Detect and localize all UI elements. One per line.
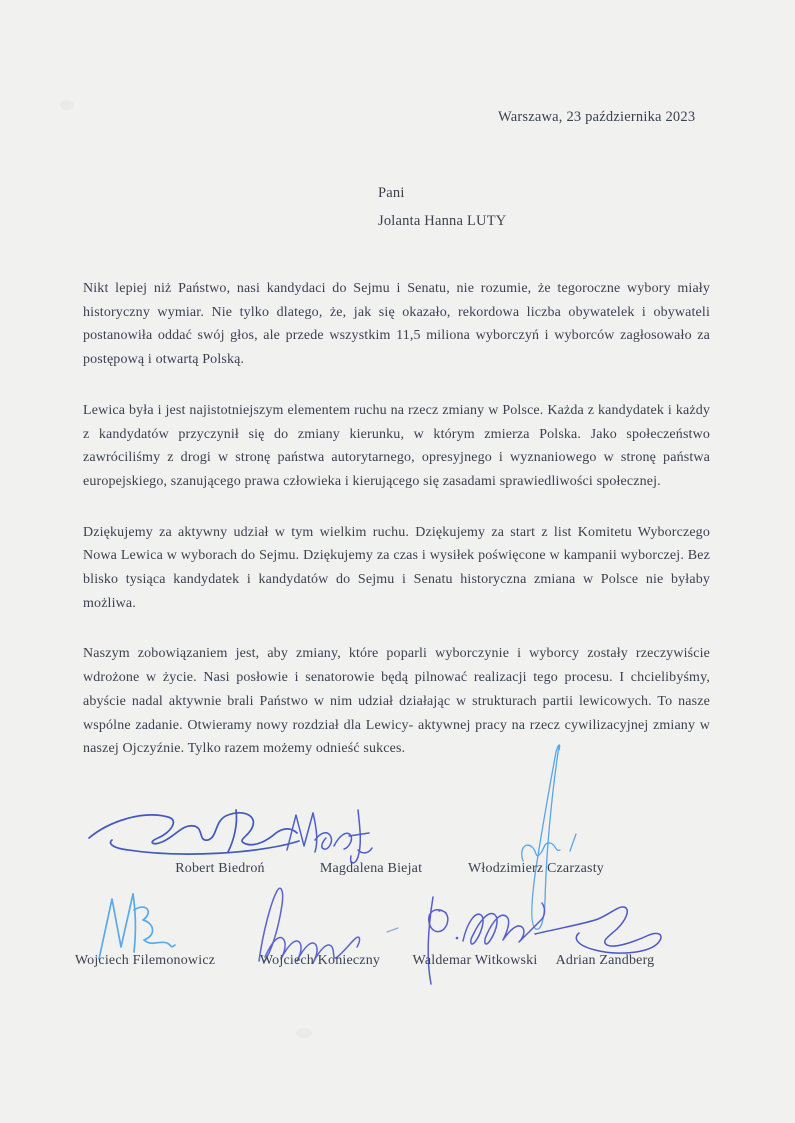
signer-name-adrian-zandberg: Adrian Zandberg bbox=[555, 953, 655, 968]
recipient-name: Jolanta Hanna LUTY bbox=[378, 212, 507, 229]
signature-robert-biedron bbox=[89, 810, 299, 854]
scan-smudge bbox=[60, 100, 74, 110]
recipient-block bbox=[378, 180, 506, 235]
signature-wojciech-filemonowicz bbox=[99, 894, 175, 959]
signer-name-waldemar-witkowski: Waldemar Witkowski bbox=[412, 953, 538, 968]
scan-smudge bbox=[296, 1028, 312, 1038]
signature-magdalena-biejat bbox=[287, 810, 372, 863]
signer-name-wojciech-filemonowicz: Wojciech Filemonowicz bbox=[74, 953, 216, 968]
paragraph-1: Nikt lepiej niż Państwo, nasi kandydaci do Sejmu i Senatu, nie rozumie, że tegoroczne wybory miały historyczny wymiar. Nie tylko dlatego, że, jak się okazało, rekordowa liczba obywatelek i obywateli postanowiła oddać swój głos, ale przede wszystkim 11,5 miliona wyborczyń i wyborców zagłosowało za postępową i otwartą Polską. bbox=[83, 281, 710, 368]
pen-dash-mark bbox=[387, 928, 398, 932]
signature-wlodzimierz-czarzasty bbox=[522, 745, 576, 929]
signer-name-wojciech-konieczny: Wojciech Konieczny bbox=[259, 953, 381, 968]
paragraph-2: Lewica była i jest najistotniejszym elementem ruchu na rzecz zmiany w Polsce. Każda z kandydatek i każdy z kandydatów przyczynił się do zmiany kierunku, w którym zmierza Polska. Jako społeczeństwo zawróciliśmy z drogi w stronę państwa autorytarnego, opresyjnego i wyznaniowego w stronę państwa europejskiego, szanującego prawa człowieka i kierującego się zasadami sprawiedliwości społecznej. bbox=[83, 402, 710, 489]
witkowski-dot bbox=[456, 937, 459, 940]
paragraph-4: Naszym zobowiązaniem jest, aby zmiany, które poparli wyborczynie i wyborcy zostały rzeczywiście wdrożone w życie. Nasi posłowie i senatorowie będą pilnować realizacji tego procesu. I chcielibyśmy, abyście nadal aktywnie brali Państwo w nim udział działając w strukturach partii lewicowych. To nasze wspólne zadanie. Otwieramy nowy rozdział dla Lewicy- aktywnej pracy na rzecz cywilizacyjnej zmiany w naszej Ojczyźnie. Tylko razem możemy odnieść sukces. bbox=[83, 646, 710, 757]
signature-wojciech-konieczny bbox=[259, 888, 360, 963]
signature-adrian-zandberg bbox=[535, 907, 661, 953]
paragraph-3: Dziękujemy za aktywny udział w tym wielkim ruchu. Dziękujemy za start z list Komitetu Wyborczego Nowa Lewica w wyborach do Sejmu. Dziękujemy za czas i wysiłek poświęcone w kampanii wyborczej. Bez blisko tysiąca kandydatek i kandydatów do Sejmu i Senatu historyczna zmiana w Polsce nie byłaby możliwa. bbox=[83, 524, 710, 611]
letter-body bbox=[83, 277, 710, 761]
signature-waldemar-witkowski bbox=[428, 897, 544, 984]
signer-name-wlodzimierz-czarzasty: Włodzimierz Czarzasty bbox=[468, 861, 604, 876]
signer-name-robert-biedron: Robert Biedroń bbox=[175, 861, 265, 876]
dateline: Warszawa, 23 października 2023 bbox=[498, 109, 696, 125]
signer-name-magdalena-biejat: Magdalena Biejat bbox=[319, 861, 423, 876]
recipient-salutation: Pani bbox=[378, 185, 405, 201]
